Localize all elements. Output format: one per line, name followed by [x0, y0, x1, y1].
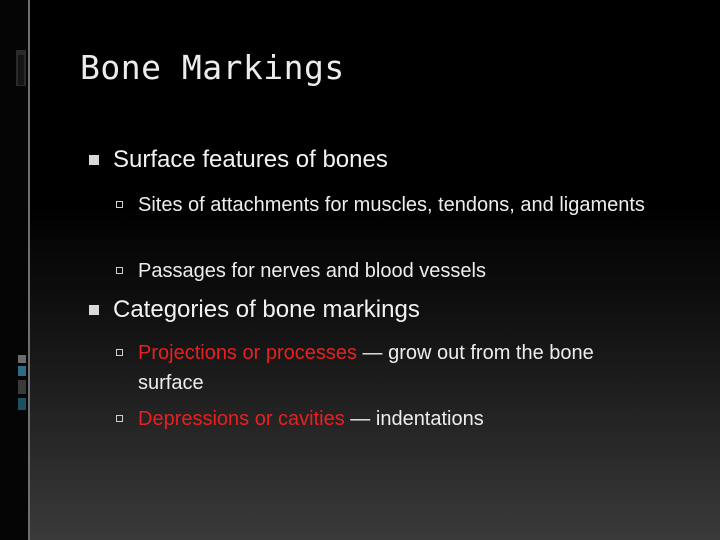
- highlight-term: Depressions or cavities: [138, 408, 345, 430]
- slide-title: Bone Markings: [80, 48, 345, 87]
- hollow-square-bullet-icon: [116, 415, 123, 422]
- filled-square-bullet-icon: [89, 305, 99, 315]
- hollow-square-bullet-icon: [116, 201, 123, 208]
- hollow-square-bullet-icon: [116, 267, 123, 274]
- term-description: grow out from the bone surface: [138, 342, 594, 394]
- highlight-term: Projections or processes: [138, 342, 357, 364]
- list-item: [116, 256, 656, 286]
- filled-square-bullet-icon: [89, 155, 99, 165]
- term-description: indentations: [375, 408, 484, 430]
- list-item-text: Sites of attachments for muscles, tendons, and ligaments: [138, 194, 645, 216]
- list-item: [116, 404, 656, 434]
- list-item: [116, 190, 656, 220]
- term-separator: —: [356, 342, 389, 364]
- section-heading-text: Surface features of bones: [113, 146, 388, 173]
- hollow-square-bullet-icon: [116, 349, 123, 356]
- list-item-text: [138, 404, 656, 434]
- list-item-text: Passages for nerves and blood vessels: [138, 260, 486, 282]
- list-item-text: [138, 338, 656, 398]
- list-item: [116, 338, 656, 398]
- section-heading: [89, 296, 420, 324]
- section-heading: [89, 146, 388, 174]
- term-separator: —: [344, 408, 376, 430]
- section-heading-text: Categories of bone markings: [113, 296, 420, 323]
